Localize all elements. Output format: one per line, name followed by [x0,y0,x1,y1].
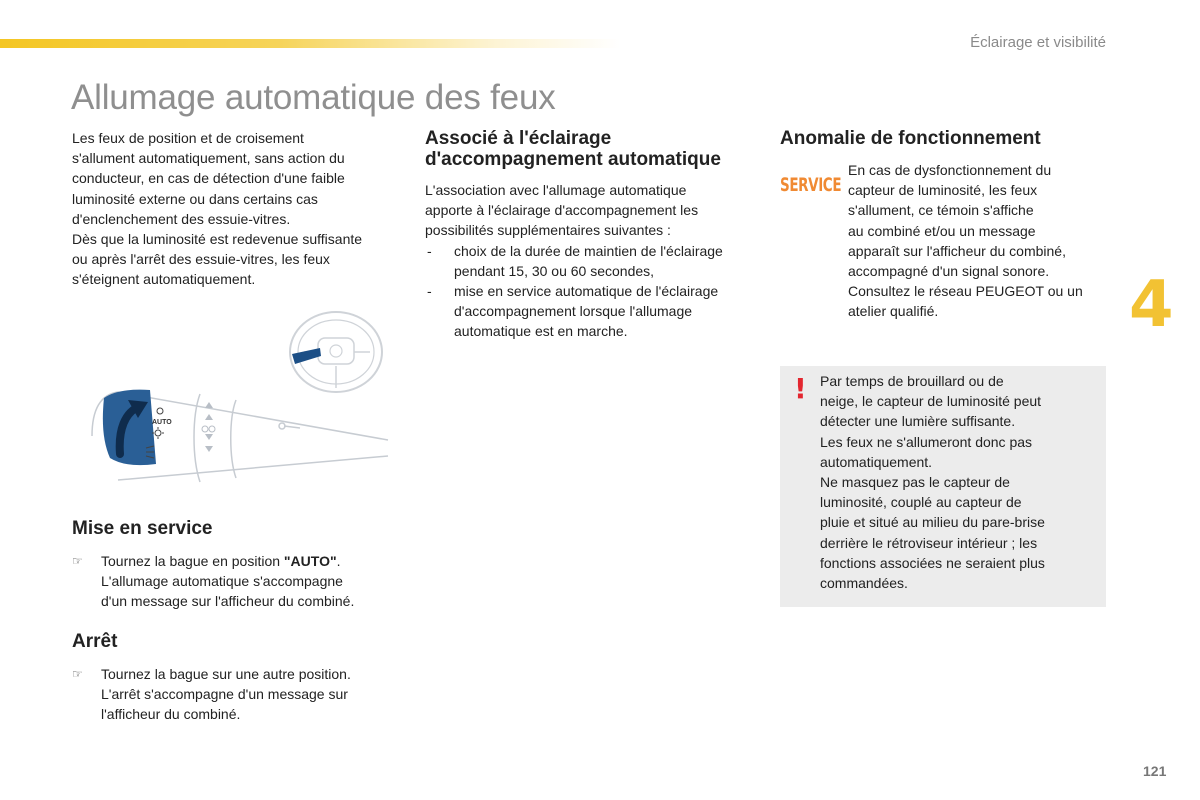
list-line: pendant 15, 30 ou 60 secondes, [454,262,655,279]
paragraph-line: s'allument, ce témoin s'affiche [848,202,1034,219]
deactivation-step [72,664,402,725]
paragraph-line: apparaît sur l'afficheur du combiné, [848,242,1066,259]
list-line: choix de la durée de maintien de l'éclairage [454,242,723,259]
chapter-number: 4 [1129,268,1174,342]
exclamation-icon: ! [794,372,807,405]
step-line: d'un message sur l'afficheur du combiné. [101,593,355,610]
deactivation-heading: Arrêt [72,631,118,652]
page-number: 121 [1143,763,1167,779]
paragraph-line: Consultez le réseau PEUGEOT ou un [848,283,1083,300]
step-line: l'afficheur du combiné. [101,706,241,723]
paragraph-line: accompagné d'un signal sonore. [848,263,1050,280]
header-color-band [0,39,620,48]
warning-line: derrière le rétroviseur intérieur ; les [820,534,1038,551]
follow-me-home-paragraph [425,180,755,241]
step-line: L'arrêt s'accompagne d'un message sur [101,686,348,703]
malfunction-row [780,160,1110,322]
malfunction-heading: Anomalie de fonctionnement [780,128,1041,149]
paragraph-line: au combiné et/ou un message [848,222,1036,239]
warning-box [780,366,1106,607]
lighting-stalk-illustration [88,308,400,492]
step-text: Tournez la bague en position [101,553,284,569]
paragraph-line: capteur de luminosité, les feux [848,182,1038,199]
intro-line: Dès que la luminosité est redevenue suffisante [72,231,363,248]
service-warning-icon: SERVICE [780,174,842,197]
intro-line: s'allument automatiquement, sans action du [72,150,345,167]
section-header: Éclairage et visibilité [970,34,1106,51]
intro-paragraph [72,128,392,290]
warning-line: luminosité, couplé au capteur de [820,494,1022,511]
intro-line: Les feux de position et de croisement [72,130,304,146]
hand-pointer-icon: ☞ [72,667,83,681]
step-line: Tournez la bague sur une autre position. [101,666,351,682]
warning-line: automatiquement. [820,453,933,470]
dash-marker: - [427,242,432,259]
warning-line: fonctions associées ne seraient plus [820,554,1045,571]
malfunction-paragraph [848,160,1110,322]
list-line: mise en service automatique de l'éclairage [454,283,719,300]
paragraph-line: apporte à l'éclairage d'accompagnement les [425,202,699,219]
activation-heading: Mise en service [72,518,213,539]
intro-line: s'éteignent automatiquement. [72,271,256,288]
list-line: d'accompagnement lorsque l'allumage [454,303,693,320]
activation-section [72,518,402,612]
warning-line: Ne masquez pas le capteur de [820,474,1010,491]
intro-line: ou après l'arrêt des essuie-vitres, les feux [72,251,330,268]
paragraph-line: En cas de dysfonctionnement du [848,162,1052,178]
paragraph-line: possibilités supplémentaires suivantes : [425,222,671,239]
list-line: automatique est en marche. [454,323,628,340]
warning-line: neige, le capteur de luminosité peut [820,393,1042,410]
follow-me-home-section [425,128,755,342]
auto-keyword: "AUTO" [283,553,337,569]
warning-line: Les feux ne s'allumeront donc pas [820,433,1033,450]
intro-line: conducteur, en cas de détection d'une faible [72,170,345,187]
warning-line: commandées. [820,575,908,592]
warning-line: Par temps de brouillard ou de [820,373,1004,389]
paragraph-line: L'association avec l'allumage automatique [425,182,687,198]
warning-text [820,371,1100,593]
intro-line: luminosité externe ou dans certains cas [72,190,318,207]
page-title: Allumage automatique des feux [71,78,556,117]
malfunction-section [780,128,1110,322]
auto-position-label: AUTO [152,419,172,426]
step-line: L'allumage automatique s'accompagne [101,573,343,590]
stalk-highlight [292,348,321,364]
dash-marker: - [427,283,432,300]
warning-line: pluie et situé au milieu du pare-brise [820,514,1045,531]
heading-line: d'accompagnement automatique [425,149,721,170]
paragraph-line: atelier qualifié. [848,303,939,320]
feature-list [425,241,755,342]
hand-pointer-icon: ☞ [72,554,83,568]
deactivation-section [72,631,402,725]
follow-me-home-heading [425,128,755,170]
activation-step [72,551,402,612]
heading-line: Associé à l'éclairage [425,128,612,149]
list-item [425,281,755,342]
warning-line: détecter une lumière suffisante. [820,413,1016,430]
step-text: . [336,553,341,569]
step-line [101,551,402,571]
intro-line: d'enclenchement des essuie-vitres. [72,210,291,227]
list-item [425,241,755,281]
